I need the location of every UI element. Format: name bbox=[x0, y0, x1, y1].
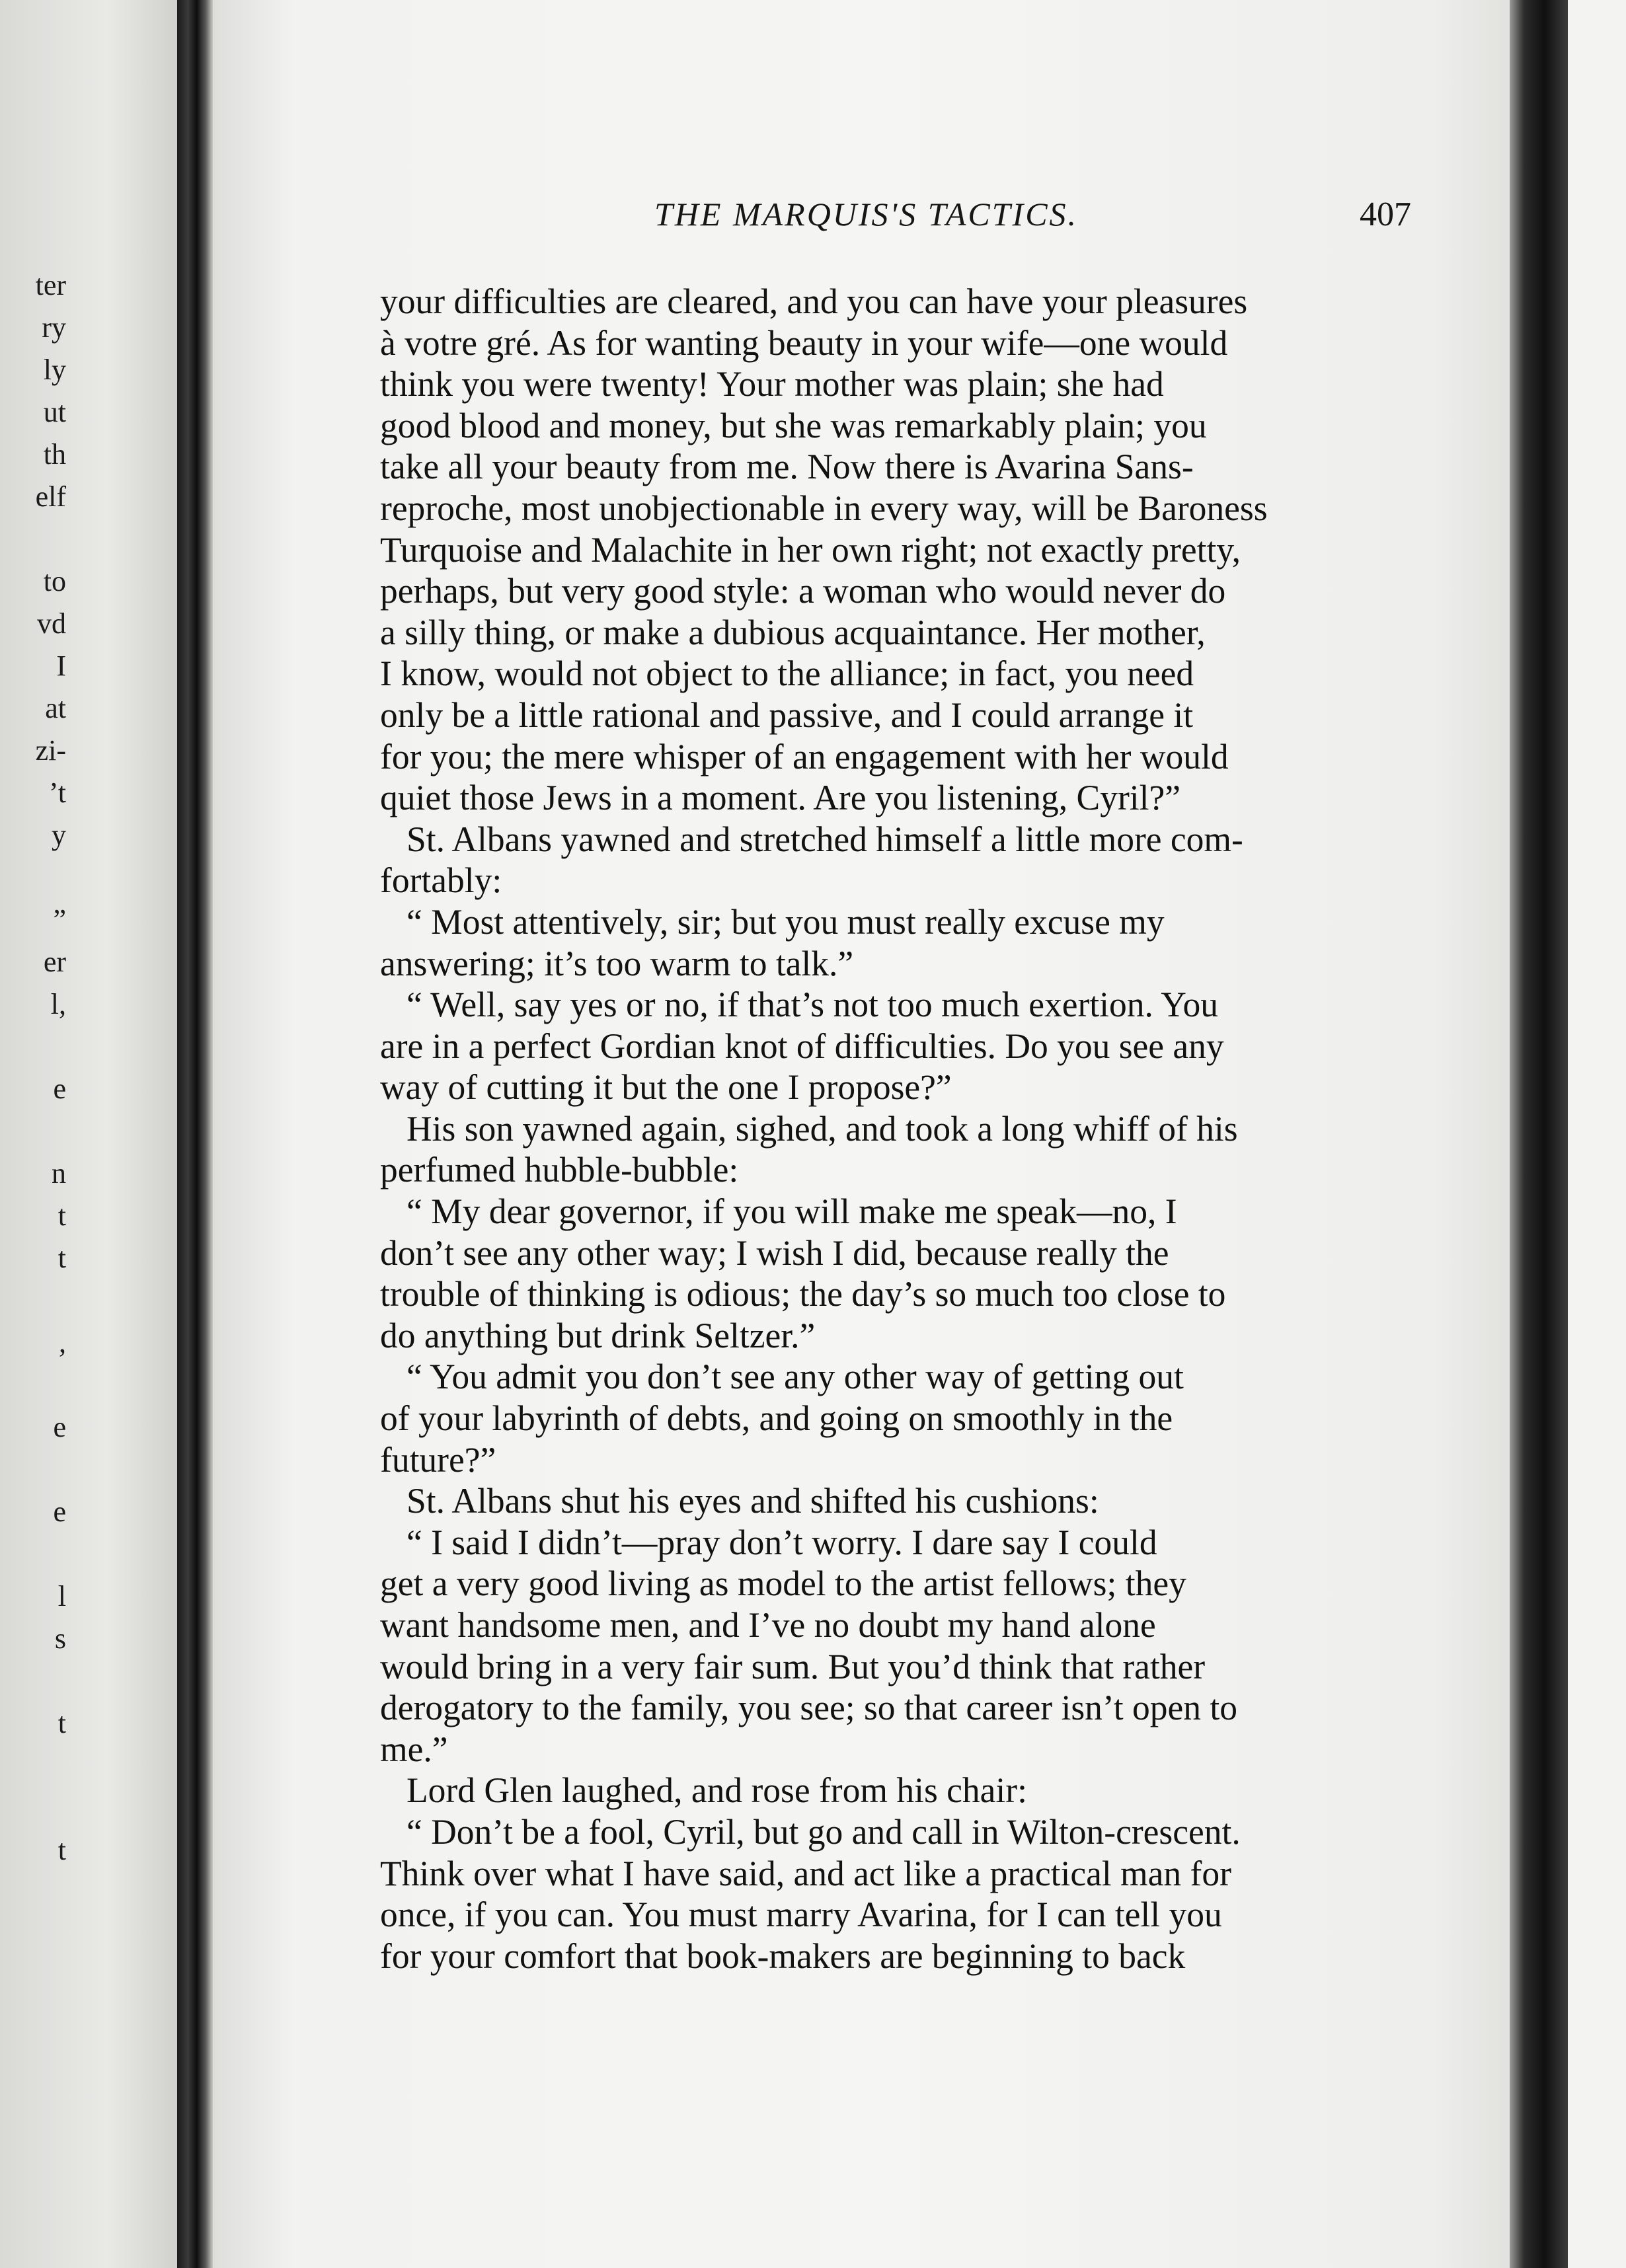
text-line: get a very good living as model to the artist fellows; they bbox=[380, 1564, 1186, 1604]
left-fragment: e bbox=[53, 1411, 66, 1443]
text-line: fortably: bbox=[380, 860, 502, 901]
left-fragment: l bbox=[58, 1580, 66, 1612]
left-fragment: t bbox=[58, 1199, 66, 1232]
left-fragment bbox=[0, 1110, 66, 1153]
left-fragment: s bbox=[54, 1622, 66, 1655]
running-title: THE MARQUIS'S TACTICS. bbox=[654, 196, 1079, 233]
text-line: St. Albans shut his eyes and shifted his cushions: bbox=[406, 1481, 1099, 1521]
text-line: Think over what I have said, and act like a practical man for bbox=[380, 1853, 1231, 1893]
text-line: for your comfort that book-makers are beginning to back bbox=[380, 1936, 1186, 1976]
left-fragment: zi- bbox=[35, 734, 66, 767]
left-fragment: , bbox=[59, 1326, 66, 1359]
text-line: are in a perfect Gordian knot of difficulties. Do you see any bbox=[380, 1026, 1224, 1066]
text-line: a silly thing, or make a dubious acquaintance. Her mother, bbox=[380, 612, 1206, 652]
left-page-text-fragments bbox=[0, 264, 66, 1871]
left-fragment bbox=[0, 1533, 66, 1575]
text-line: only be a little rational and passive, and I could arrange it bbox=[380, 695, 1194, 735]
left-fragment: n bbox=[52, 1157, 66, 1190]
text-line: would bring in a very fair sum. But you’d think that rather bbox=[380, 1646, 1206, 1686]
text-line: good blood and money, but she was remarkably plain; you bbox=[380, 405, 1207, 445]
left-fragment: ly bbox=[43, 354, 66, 386]
text-line: St. Albans yawned and stretched himself a little more com- bbox=[406, 819, 1243, 859]
left-fragment: vd bbox=[37, 607, 66, 640]
right-page-edge-shadow bbox=[1510, 0, 1568, 2268]
text-line: do anything but drink Seltzer.” bbox=[380, 1315, 816, 1355]
left-fragment: ” bbox=[53, 903, 66, 936]
text-line: for you; the mere whisper of an engagement with her would bbox=[380, 736, 1229, 776]
text-line: perfumed hubble-bubble: bbox=[380, 1150, 739, 1190]
left-fragment bbox=[0, 1745, 66, 1787]
text-line: want handsome men, and I’ve no doubt my hand alone bbox=[380, 1605, 1156, 1645]
left-fragment: t bbox=[58, 1834, 66, 1866]
text-line: reproche, most unobjectionable in every way, will be Baroness bbox=[380, 488, 1268, 528]
left-fragment: y bbox=[52, 819, 66, 851]
page-number: 407 bbox=[1360, 196, 1411, 233]
text-line: of your labyrinth of debts, and going on smoothly in the bbox=[380, 1398, 1173, 1439]
text-line: derogatory to the family, you see; so that career isn’t open to bbox=[380, 1688, 1237, 1728]
left-fragment bbox=[0, 1279, 66, 1322]
left-fragment: e bbox=[53, 1073, 66, 1105]
text-line: “ My dear governor, if you will make me speak—no, I bbox=[406, 1191, 1177, 1232]
running-head bbox=[380, 195, 1424, 248]
text-line: trouble of thinking is odious; the day’s so much too close to bbox=[380, 1274, 1226, 1314]
left-fragment bbox=[0, 856, 66, 899]
body-text bbox=[380, 281, 1424, 1977]
text-line: “ You admit you don’t see any other way of getting out bbox=[406, 1357, 1184, 1397]
left-fragment: ’t bbox=[48, 776, 66, 809]
text-line: “ Don’t be a fool, Cyril, but go and call in Wilton-crescent. bbox=[406, 1811, 1241, 1852]
text-line: take all your beauty from me. Now there is Avarina Sans- bbox=[380, 447, 1194, 487]
left-fragment: t bbox=[58, 1242, 66, 1274]
page-content bbox=[380, 195, 1424, 1977]
left-page-edge bbox=[0, 0, 178, 2268]
left-fragment bbox=[0, 518, 66, 560]
text-line: I know, would not object to the alliance; in fact, you need bbox=[380, 654, 1194, 694]
text-line: Lord Glen laughed, and rose from his chair: bbox=[406, 1770, 1027, 1811]
text-line: “ Well, say yes or no, if that’s not too much exertion. You bbox=[406, 985, 1219, 1025]
text-line: future?” bbox=[380, 1439, 496, 1480]
left-fragment bbox=[0, 1449, 66, 1491]
left-fragment: I bbox=[56, 650, 66, 682]
left-fragment: elf bbox=[35, 480, 66, 513]
text-line: once, if you can. You must marry Avarina, for I can tell you bbox=[380, 1895, 1222, 1935]
left-fragment: ter bbox=[35, 269, 66, 301]
left-fragment bbox=[0, 1026, 66, 1068]
left-fragment: ry bbox=[42, 311, 66, 344]
text-line: way of cutting it but the one I propose?” bbox=[380, 1067, 952, 1108]
text-line: quiet those Jews in a moment. Are you listening, Cyril?” bbox=[380, 778, 1181, 818]
text-line: Turquoise and Malachite in her own right; not exactly pretty, bbox=[380, 529, 1241, 570]
text-line: don’t see any other way; I wish I did, because really the bbox=[380, 1232, 1169, 1273]
left-fragment: to bbox=[43, 565, 66, 597]
text-line: perhaps, but very good style: a woman who would never do bbox=[380, 571, 1226, 611]
text-line: your difficulties are cleared, and you can have your pleasures bbox=[380, 282, 1248, 321]
left-fragment: ut bbox=[43, 396, 66, 428]
text-line: think you were twenty! Your mother was plain; she had bbox=[380, 364, 1164, 404]
text-line: “ Most attentively, sir; but you must really excuse my bbox=[406, 901, 1165, 942]
left-fragment: t bbox=[58, 1707, 66, 1739]
text-line: à votre gré. As for wanting beauty in your wife—one would bbox=[380, 322, 1228, 363]
left-fragment bbox=[0, 1364, 66, 1406]
text-line: answering; it’s too warm to talk.” bbox=[380, 943, 854, 983]
left-fragment: at bbox=[45, 692, 66, 724]
text-line: me.” bbox=[380, 1729, 448, 1769]
left-fragment bbox=[0, 1787, 66, 1829]
left-fragment: er bbox=[43, 946, 66, 978]
text-line: “ I said I didn’t—pray don’t worry. I dare say I could bbox=[406, 1522, 1157, 1562]
left-fragment: e bbox=[53, 1495, 66, 1528]
text-line: His son yawned again, sighed, and took a long whiff of his bbox=[406, 1108, 1238, 1149]
left-fragment: l, bbox=[50, 988, 66, 1020]
left-fragment: th bbox=[43, 438, 66, 471]
left-fragment bbox=[0, 1660, 66, 1702]
book-spine-gutter bbox=[177, 0, 213, 2268]
